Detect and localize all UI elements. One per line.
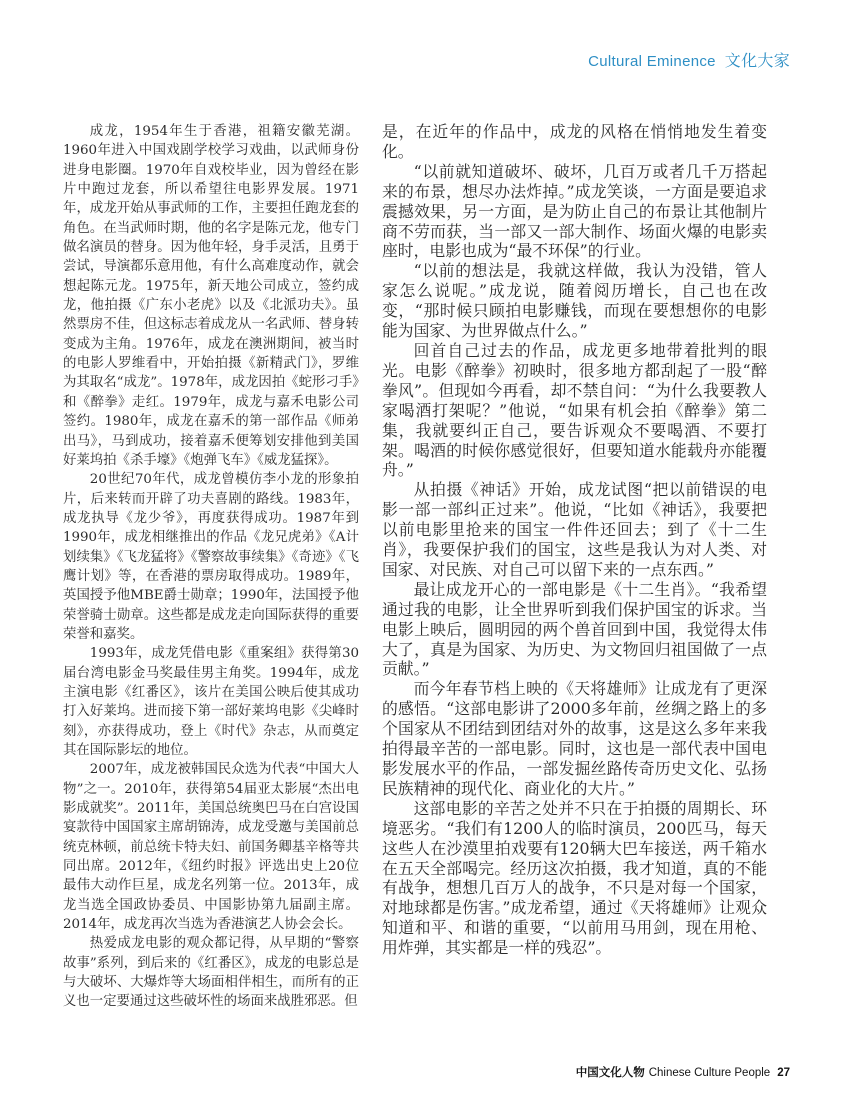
paragraph: 这部电影的辛苦之处并不只在于拍摄的周期长、环境恶劣。“我们有1200人的临时演员，200匹马，每天这些人在沙漠里拍戏要有120辆大巴车接送，两千箱水在五天全部喝完。经历这次拍摄，我才知道，真的不能有战争，想想几百万人的战争，不只是对每一个国家，对地球都是伤害。”成龙希望，通过《天将雄师》让观众知道和平、和谐的重要，“以前用马用剑，现在用枪、用炸弹，其实都是一样的残忍”。: [382, 798, 767, 958]
paragraph: 从拍摄《神话》开始，成龙试图“把以前错误的电影一部一部纠正过来”。他说，“比如《神话》，我要把以前电影里抢来的国宝一件件还回去；到了《十二生肖》，我要保护我们的国宝，这些是我认为对人类、对国家、对民族、对自己可以留下来的一点东西。”: [382, 480, 767, 579]
paragraph: 2007年，成龙被韩国民众选为代表“中国大人物”之一。2010年，获得第54届亚太影展“杰出电影成就奖”。2011年，美国总统奥巴马在白宫设国宴款待中国国家主席胡锦涛，成龙受邀与美国前总统克林顿，前总统卡特夫妇、前国务卿基辛格等共同出席。2012年，《纽约时报》评选出史上20位最伟大动作巨星，成龙名列第一位。2013年，成龙当选全国政协委员、中国影协第九届副主席。2014年，成龙再次当选为香港演艺人协会会长。: [63, 762, 359, 933]
left-column: [63, 122, 359, 1012]
paragraph: 最让成龙开心的一部电影是《十二生肖》。“我希望通过我的电影，让全世界听到我们保护国宝的诉求。当电影上映后，圆明园的两个兽首回到中国，我觉得太伟大了，真是为国家、为历史、为文物回归祖国做了一点贡献。”: [382, 579, 767, 679]
right-column: [382, 122, 767, 958]
paragraph: 是，在近年的作品中，成龙的风格在悄悄地发生着变化。: [382, 122, 767, 161]
paragraph: “以前的想法是，我就这样做，我认为没错，管人家怎么说呢。”成龙说，随着阅历增长，自己也在改变，“那时候只顾拍电影赚钱，而现在要想想你的电影能为国家、为世界做点什么。”: [382, 261, 767, 341]
page-number: 27: [777, 1067, 790, 1079]
section-title-chinese: 文化大家: [724, 53, 790, 70]
paragraph: 成龙，1954年生于香港，祖籍安徽芜湖。1960年进入中国戏剧学校学习戏曲，以武师身份进身电影圈。1970年自戏校毕业，因为曾经在影片中跑过龙套，所以希望往电影界发展。1971年，成龙开始从事武师的工作，主要担任跑龙套的角色。在当武师时期，他的名字是陈元龙，他专门做名演员的替身。因为他年轻，身手灵活，且勇于尝试，导演都乐意用他，有什么高难度动作，就会想起陈元龙。1975年，新天地公司成立，签约成龙，他拍摄《广东小老虎》以及《北派功夫》。虽然票房不佳，但这标志着成龙从一名武师、替身转变成为主角。1976年，成龙在澳洲期间，被当时的电影人罗维看中，开始拍摄《新精武门》，罗维为其取名“成龙”。1978年，成龙因拍《蛇形刁手》和《醉拳》走红。1979年，成龙与嘉禾电影公司签约。1980年，成龙在嘉禾的第一部作品《师弟出马》，马到成功，接着嘉禾便筹划安排他到美国好莱坞拍《杀手壕》《炮弹飞车》《威龙猛探》。: [63, 124, 359, 468]
paragraph: 热爱成龙电影的观众都记得，从早期的“警察故事”系列，到后来的《红番区》，成龙的电影总是与大破坏、大爆炸等大场面相伴相生，而所有的正义也一定要通过这些破坏性的场面来战胜邪恶。但: [63, 936, 359, 1010]
journal-name-english: Chinese Culture People: [648, 1067, 771, 1079]
paragraph: 回首自己过去的作品，成龙更多地带着批判的眼光。电影《醉拳》初映时，很多地方都刮起了一股“醉拳风”。但现如今再看，却不禁自问：“为什么我要教人家喝酒打架呢？”他说，“如果有机会拍《醉拳》第二集，我就要纠正自己，要告诉观众不要喝酒、不要打架。喝酒的时候你感觉很好，但要知道水能载舟亦能覆舟。”: [382, 340, 767, 480]
paragraph: 而今年春节档上映的《天将雄师》让成龙有了更深的感悟。“这部电影讲了2000多年前，丝绸之路上的多个国家从不团结到团结对外的故事，这是这么多年来我拍得最辛苦的一部电影。同时，这也是一部代表中国电影发展水平的作品，一部发掘丝路传奇历史文化、弘扬民族精神的现代化、商业化的大片。”: [382, 679, 767, 798]
paragraph: 1993年，成龙凭借电影《重案组》获得第30届台湾电影金马奖最佳男主角奖。1994年，成龙主演电影《红番区》，该片在美国公映后使其成功打入好莱坞。进而接下第一部好莱坞电影《尖峰时刻》，亦获得成功，登上《时代》杂志，从而奠定其在国际影坛的地位。: [63, 646, 359, 758]
paragraph: “以前就知道破坏、破坏，几百万或者几千万搭起来的布景，想尽办法炸掉。”成龙笑谈，一方面是要追求震撼效果，另一方面，是为防止自己的布景让其他制片商不劳而获，当一部又一部大制作、场面火爆的电影卖座时，电影也成为“最不环保”的行业。: [382, 161, 767, 261]
section-title-english: Cultural Eminence: [588, 53, 716, 70]
page-footer: [576, 1064, 790, 1080]
section-header: [588, 48, 790, 71]
paragraph: 20世纪70年代，成龙曾模仿李小龙的形象拍片，后来转而开辟了功夫喜剧的路线。1983年，成龙执导《龙少爷》，再度获得成功。1987年到1990年，成龙相继推出的作品《龙兄虎弟》《A计划续集》《飞龙猛将》《警察故事续集》《奇迹》《飞鹰计划》等，在香港的票房取得成功。1989年，英国授予他MBE爵士勋章；1990年，法国授予他荣誉骑士勋章。这些都是成龙走向国际获得的重要荣誉和嘉奖。: [63, 472, 359, 642]
journal-name-chinese: 中国文化人物: [575, 1065, 645, 1079]
